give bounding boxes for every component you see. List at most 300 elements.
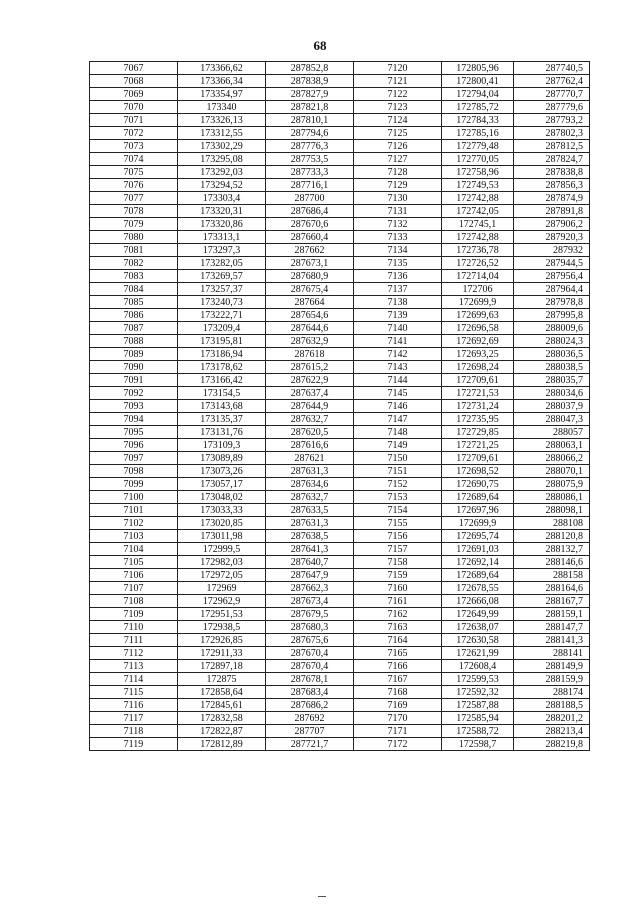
table-cell-x-coordinate: 172938,5 [178, 621, 266, 634]
table-cell-x-coordinate: 172699,63 [442, 309, 514, 322]
table-cell-y-coordinate: 287632,9 [266, 335, 354, 348]
table-cell-x-coordinate: 172758,96 [442, 166, 514, 179]
table-cell-point-number: 7111 [90, 634, 178, 647]
table-cell-point-number: 7109 [90, 608, 178, 621]
table-cell-point-number: 7073 [90, 140, 178, 153]
table-cell-x-coordinate: 172693,25 [442, 348, 514, 361]
table-cell-y-coordinate: 288164,6 [514, 582, 590, 595]
table-cell-point-number: 7149 [354, 439, 442, 452]
table-row [90, 543, 590, 556]
table-cell-point-number: 7108 [90, 595, 178, 608]
table-cell-y-coordinate: 287686,2 [266, 699, 354, 712]
table-cell-x-coordinate: 172742,05 [442, 205, 514, 218]
table-cell-y-coordinate: 287932 [514, 244, 590, 257]
table-cell-point-number: 7068 [90, 75, 178, 88]
table-cell-y-coordinate: 287662 [266, 244, 354, 257]
table-cell-y-coordinate: 287632,7 [266, 491, 354, 504]
table-cell-point-number: 7169 [354, 699, 442, 712]
table-cell-point-number: 7097 [90, 452, 178, 465]
table-cell-x-coordinate: 173195,81 [178, 335, 266, 348]
table-cell-y-coordinate: 288024,3 [514, 335, 590, 348]
table-cell-y-coordinate: 288158 [514, 569, 590, 582]
table-row [90, 166, 590, 179]
table-cell-y-coordinate: 287812,5 [514, 140, 590, 153]
table-cell-y-coordinate: 287686,4 [266, 205, 354, 218]
table-cell-y-coordinate: 287622,9 [266, 374, 354, 387]
table-cell-x-coordinate: 173313,1 [178, 231, 266, 244]
table-cell-x-coordinate: 173295,08 [178, 153, 266, 166]
table-cell-y-coordinate: 287721,7 [266, 738, 354, 751]
table-cell-point-number: 7107 [90, 582, 178, 595]
table-cell-point-number: 7151 [354, 465, 442, 478]
table-cell-x-coordinate: 172784,33 [442, 114, 514, 127]
table-cell-x-coordinate: 173186,94 [178, 348, 266, 361]
table-cell-point-number: 7078 [90, 205, 178, 218]
table-cell-point-number: 7152 [354, 478, 442, 491]
table-cell-point-number: 7170 [354, 712, 442, 725]
table-cell-point-number: 7156 [354, 530, 442, 543]
table-cell-point-number: 7143 [354, 361, 442, 374]
table-cell-y-coordinate: 288174 [514, 686, 590, 699]
table-cell-x-coordinate: 172969 [178, 582, 266, 595]
table-cell-x-coordinate: 172897,18 [178, 660, 266, 673]
table-row [90, 257, 590, 270]
table-row [90, 699, 590, 712]
table-cell-y-coordinate: 287633,5 [266, 504, 354, 517]
table-row [90, 569, 590, 582]
table-cell-y-coordinate: 287670,4 [266, 647, 354, 660]
table-row [90, 231, 590, 244]
table-cell-y-coordinate: 288036,5 [514, 348, 590, 361]
table-row [90, 608, 590, 621]
table-cell-x-coordinate: 172690,75 [442, 478, 514, 491]
table-cell-point-number: 7160 [354, 582, 442, 595]
table-cell-x-coordinate: 172911,33 [178, 647, 266, 660]
table-cell-y-coordinate: 287906,2 [514, 218, 590, 231]
table-cell-x-coordinate: 173209,4 [178, 322, 266, 335]
table-cell-y-coordinate: 287802,3 [514, 127, 590, 140]
table-cell-point-number: 7106 [90, 569, 178, 582]
table-cell-point-number: 7158 [354, 556, 442, 569]
table-cell-point-number: 7086 [90, 309, 178, 322]
table-cell-y-coordinate: 287620,5 [266, 426, 354, 439]
table-cell-y-coordinate: 288159,1 [514, 608, 590, 621]
table-cell-point-number: 7135 [354, 257, 442, 270]
table-cell-y-coordinate: 288009,6 [514, 322, 590, 335]
table-cell-x-coordinate: 172598,7 [442, 738, 514, 751]
table-cell-x-coordinate: 172638,07 [442, 621, 514, 634]
table-cell-point-number: 7116 [90, 699, 178, 712]
table-cell-x-coordinate: 172832,58 [178, 712, 266, 725]
table-cell-y-coordinate: 287978,8 [514, 296, 590, 309]
table-cell-point-number: 7083 [90, 270, 178, 283]
table-cell-x-coordinate: 172875 [178, 673, 266, 686]
table-cell-point-number: 7159 [354, 569, 442, 582]
table-row [90, 322, 590, 335]
table-cell-y-coordinate: 288213,4 [514, 725, 590, 738]
table-row [90, 634, 590, 647]
table-cell-x-coordinate: 173366,62 [178, 62, 266, 75]
table-row [90, 140, 590, 153]
table-row [90, 400, 590, 413]
table-cell-x-coordinate: 172585,94 [442, 712, 514, 725]
table-row [90, 153, 590, 166]
table-cell-y-coordinate: 288066,2 [514, 452, 590, 465]
table-cell-point-number: 7121 [354, 75, 442, 88]
table-row [90, 478, 590, 491]
table-cell-y-coordinate: 288035,7 [514, 374, 590, 387]
table-cell-x-coordinate: 172692,14 [442, 556, 514, 569]
table-cell-x-coordinate: 172695,74 [442, 530, 514, 543]
table-cell-point-number: 7162 [354, 608, 442, 621]
table-cell-y-coordinate: 287794,6 [266, 127, 354, 140]
table-cell-point-number: 7067 [90, 62, 178, 75]
table-cell-y-coordinate: 287641,3 [266, 543, 354, 556]
table-row [90, 179, 590, 192]
table-row [90, 296, 590, 309]
table-cell-y-coordinate: 288047,3 [514, 413, 590, 426]
table-cell-y-coordinate: 287631,3 [266, 465, 354, 478]
table-cell-y-coordinate: 287762,4 [514, 75, 590, 88]
table-cell-x-coordinate: 173109,3 [178, 439, 266, 452]
table-cell-point-number: 7167 [354, 673, 442, 686]
table-cell-point-number: 7144 [354, 374, 442, 387]
table-cell-x-coordinate: 172721,25 [442, 439, 514, 452]
table-cell-y-coordinate: 287678,1 [266, 673, 354, 686]
table-cell-y-coordinate: 287753,5 [266, 153, 354, 166]
table-cell-x-coordinate: 172749,53 [442, 179, 514, 192]
table-cell-point-number: 7084 [90, 283, 178, 296]
table-cell-y-coordinate: 287700 [266, 192, 354, 205]
table-cell-x-coordinate: 173269,57 [178, 270, 266, 283]
coordinates-table [89, 61, 590, 751]
table-row [90, 621, 590, 634]
table-cell-y-coordinate: 288108 [514, 517, 590, 530]
table-cell-y-coordinate: 287660,4 [266, 231, 354, 244]
table-cell-point-number: 7163 [354, 621, 442, 634]
table-cell-y-coordinate: 288037,9 [514, 400, 590, 413]
table-cell-point-number: 7088 [90, 335, 178, 348]
table-row [90, 556, 590, 569]
table-cell-x-coordinate: 172709,61 [442, 374, 514, 387]
table-row [90, 712, 590, 725]
table-cell-x-coordinate: 172587,88 [442, 699, 514, 712]
table-cell-y-coordinate: 288167,7 [514, 595, 590, 608]
table-cell-y-coordinate: 287827,9 [266, 88, 354, 101]
table-cell-x-coordinate: 173366,34 [178, 75, 266, 88]
table-cell-x-coordinate: 172721,53 [442, 387, 514, 400]
table-cell-x-coordinate: 172805,96 [442, 62, 514, 75]
table-cell-point-number: 7120 [354, 62, 442, 75]
table-row [90, 283, 590, 296]
table-cell-y-coordinate: 287616,6 [266, 439, 354, 452]
table-cell-point-number: 7150 [354, 452, 442, 465]
table-cell-x-coordinate: 172678,55 [442, 582, 514, 595]
table-row [90, 725, 590, 738]
table-cell-point-number: 7155 [354, 517, 442, 530]
table-cell-x-coordinate: 173326,13 [178, 114, 266, 127]
table-row [90, 101, 590, 114]
table-cell-y-coordinate: 287770,7 [514, 88, 590, 101]
table-cell-y-coordinate: 287891,8 [514, 205, 590, 218]
table-cell-x-coordinate: 173166,42 [178, 374, 266, 387]
table-cell-y-coordinate: 287631,3 [266, 517, 354, 530]
table-cell-x-coordinate: 173135,37 [178, 413, 266, 426]
table-cell-x-coordinate: 172696,58 [442, 322, 514, 335]
table-row [90, 192, 590, 205]
table-cell-y-coordinate: 287920,3 [514, 231, 590, 244]
table-cell-x-coordinate: 172785,16 [442, 127, 514, 140]
table-cell-point-number: 7079 [90, 218, 178, 231]
table-cell-point-number: 7148 [354, 426, 442, 439]
table-cell-x-coordinate: 172745,1 [442, 218, 514, 231]
table-cell-point-number: 7094 [90, 413, 178, 426]
table-cell-x-coordinate: 172770,05 [442, 153, 514, 166]
table-cell-y-coordinate: 287964,4 [514, 283, 590, 296]
table-cell-point-number: 7081 [90, 244, 178, 257]
table-row [90, 647, 590, 660]
table-cell-y-coordinate: 287838,9 [266, 75, 354, 88]
table-cell-point-number: 7113 [90, 660, 178, 673]
table-cell-point-number: 7139 [354, 309, 442, 322]
table-cell-y-coordinate: 287779,6 [514, 101, 590, 114]
table-cell-point-number: 7098 [90, 465, 178, 478]
table-cell-x-coordinate: 172951,53 [178, 608, 266, 621]
table-cell-x-coordinate: 173222,71 [178, 309, 266, 322]
table-cell-point-number: 7117 [90, 712, 178, 725]
table-cell-y-coordinate: 287634,6 [266, 478, 354, 491]
table-cell-point-number: 7080 [90, 231, 178, 244]
table-cell-point-number: 7110 [90, 621, 178, 634]
table-row [90, 738, 590, 751]
table-cell-y-coordinate: 288086,1 [514, 491, 590, 504]
table-cell-point-number: 7124 [354, 114, 442, 127]
table-cell-point-number: 7153 [354, 491, 442, 504]
table-row [90, 387, 590, 400]
table-cell-point-number: 7070 [90, 101, 178, 114]
table-cell-y-coordinate: 287670,4 [266, 660, 354, 673]
table-cell-x-coordinate: 173340 [178, 101, 266, 114]
table-cell-x-coordinate: 172845,61 [178, 699, 266, 712]
table-cell-y-coordinate: 287680,3 [266, 621, 354, 634]
table-cell-y-coordinate: 287733,3 [266, 166, 354, 179]
table-row [90, 62, 590, 75]
table-cell-x-coordinate: 172706 [442, 283, 514, 296]
table-cell-point-number: 7171 [354, 725, 442, 738]
table-cell-y-coordinate: 287644,9 [266, 400, 354, 413]
table-cell-x-coordinate: 172999,5 [178, 543, 266, 556]
table-cell-point-number: 7091 [90, 374, 178, 387]
table-cell-x-coordinate: 172812,89 [178, 738, 266, 751]
table-row [90, 361, 590, 374]
table-cell-point-number: 7103 [90, 530, 178, 543]
table-cell-x-coordinate: 173312,55 [178, 127, 266, 140]
table-cell-point-number: 7102 [90, 517, 178, 530]
table-cell-point-number: 7089 [90, 348, 178, 361]
table-cell-x-coordinate: 173178,62 [178, 361, 266, 374]
table-cell-y-coordinate: 287776,3 [266, 140, 354, 153]
table-cell-point-number: 7096 [90, 439, 178, 452]
table-cell-x-coordinate: 173089,89 [178, 452, 266, 465]
table-cell-point-number: 7090 [90, 361, 178, 374]
table-cell-point-number: 7095 [90, 426, 178, 439]
table-row [90, 348, 590, 361]
table-row [90, 88, 590, 101]
table-cell-point-number: 7147 [354, 413, 442, 426]
table-cell-point-number: 7114 [90, 673, 178, 686]
table-row [90, 270, 590, 283]
table-cell-point-number: 7076 [90, 179, 178, 192]
table-cell-point-number: 7126 [354, 140, 442, 153]
table-cell-y-coordinate: 288147,7 [514, 621, 590, 634]
table-cell-point-number: 7130 [354, 192, 442, 205]
table-cell-x-coordinate: 172630,58 [442, 634, 514, 647]
table-cell-x-coordinate: 172599,53 [442, 673, 514, 686]
table-cell-x-coordinate: 173303,4 [178, 192, 266, 205]
table-row [90, 309, 590, 322]
table-cell-y-coordinate: 288098,1 [514, 504, 590, 517]
table-cell-point-number: 7132 [354, 218, 442, 231]
table-cell-point-number: 7119 [90, 738, 178, 751]
table-cell-y-coordinate: 288141 [514, 647, 590, 660]
table-cell-point-number: 7138 [354, 296, 442, 309]
table-cell-y-coordinate: 287852,8 [266, 62, 354, 75]
table-cell-y-coordinate: 288063,1 [514, 439, 590, 452]
table-cell-point-number: 7136 [354, 270, 442, 283]
table-cell-x-coordinate: 172731,24 [442, 400, 514, 413]
table-cell-point-number: 7142 [354, 348, 442, 361]
table-row [90, 439, 590, 452]
table-cell-y-coordinate: 288120,8 [514, 530, 590, 543]
table-cell-y-coordinate: 288038,5 [514, 361, 590, 374]
table-cell-x-coordinate: 172926,85 [178, 634, 266, 647]
table-cell-point-number: 7165 [354, 647, 442, 660]
table-cell-y-coordinate: 287673,4 [266, 595, 354, 608]
table-cell-y-coordinate: 288141,3 [514, 634, 590, 647]
table-cell-y-coordinate: 287692 [266, 712, 354, 725]
table-cell-y-coordinate: 287679,5 [266, 608, 354, 621]
coordinates-table-body [90, 62, 590, 751]
table-row [90, 686, 590, 699]
table-row [90, 452, 590, 465]
table-cell-x-coordinate: 172779,48 [442, 140, 514, 153]
table-cell-point-number: 7123 [354, 101, 442, 114]
table-cell-x-coordinate: 173011,98 [178, 530, 266, 543]
table-cell-x-coordinate: 173257,37 [178, 283, 266, 296]
table-cell-x-coordinate: 173282,05 [178, 257, 266, 270]
table-cell-y-coordinate: 288219,8 [514, 738, 590, 751]
table-cell-x-coordinate: 172726,52 [442, 257, 514, 270]
table-cell-x-coordinate: 172689,64 [442, 569, 514, 582]
table-row [90, 491, 590, 504]
table-cell-x-coordinate: 172736,78 [442, 244, 514, 257]
table-cell-x-coordinate: 172699,9 [442, 517, 514, 530]
table-cell-point-number: 7133 [354, 231, 442, 244]
table-cell-y-coordinate: 287995,8 [514, 309, 590, 322]
table-cell-point-number: 7122 [354, 88, 442, 101]
table-cell-x-coordinate: 173320,86 [178, 218, 266, 231]
table-cell-y-coordinate: 287664 [266, 296, 354, 309]
table-cell-point-number: 7072 [90, 127, 178, 140]
table-cell-x-coordinate: 173292,03 [178, 166, 266, 179]
table-row [90, 465, 590, 478]
table-cell-x-coordinate: 173302,29 [178, 140, 266, 153]
table-cell-y-coordinate: 287793,2 [514, 114, 590, 127]
table-row [90, 530, 590, 543]
table-cell-y-coordinate: 287673,1 [266, 257, 354, 270]
table-cell-point-number: 7128 [354, 166, 442, 179]
table-cell-y-coordinate: 287640,7 [266, 556, 354, 569]
table-cell-x-coordinate: 172649,99 [442, 608, 514, 621]
table-cell-point-number: 7129 [354, 179, 442, 192]
table-cell-x-coordinate: 172800,41 [442, 75, 514, 88]
table-cell-y-coordinate: 288146,6 [514, 556, 590, 569]
table-cell-x-coordinate: 172822,87 [178, 725, 266, 738]
table-cell-x-coordinate: 173057,17 [178, 478, 266, 491]
table-cell-point-number: 7104 [90, 543, 178, 556]
table-cell-x-coordinate: 172621,99 [442, 647, 514, 660]
table-cell-y-coordinate: 288201,2 [514, 712, 590, 725]
table-cell-y-coordinate: 287824,7 [514, 153, 590, 166]
table-row [90, 114, 590, 127]
table-cell-point-number: 7157 [354, 543, 442, 556]
table-cell-y-coordinate: 287662,3 [266, 582, 354, 595]
table-cell-x-coordinate: 172962,9 [178, 595, 266, 608]
table-cell-x-coordinate: 173354,97 [178, 88, 266, 101]
table-cell-x-coordinate: 173320,31 [178, 205, 266, 218]
table-cell-x-coordinate: 172785,72 [442, 101, 514, 114]
table-cell-y-coordinate: 287838,8 [514, 166, 590, 179]
table-cell-point-number: 7140 [354, 322, 442, 335]
table-row [90, 244, 590, 257]
table-cell-x-coordinate: 172714,04 [442, 270, 514, 283]
table-cell-x-coordinate: 173073,26 [178, 465, 266, 478]
table-cell-x-coordinate: 172794,04 [442, 88, 514, 101]
table-row [90, 374, 590, 387]
table-cell-y-coordinate: 287707 [266, 725, 354, 738]
table-cell-point-number: 7118 [90, 725, 178, 738]
table-cell-y-coordinate: 287956,4 [514, 270, 590, 283]
table-cell-y-coordinate: 288034,6 [514, 387, 590, 400]
table-cell-x-coordinate: 172698,52 [442, 465, 514, 478]
table-cell-x-coordinate: 172698,24 [442, 361, 514, 374]
table-cell-x-coordinate: 172588,72 [442, 725, 514, 738]
table-cell-point-number: 7099 [90, 478, 178, 491]
table-cell-y-coordinate: 287821,8 [266, 101, 354, 114]
table-cell-y-coordinate: 287740,5 [514, 62, 590, 75]
table-cell-y-coordinate: 288132,7 [514, 543, 590, 556]
table-cell-point-number: 7172 [354, 738, 442, 751]
table-cell-point-number: 7115 [90, 686, 178, 699]
table-cell-point-number: 7164 [354, 634, 442, 647]
table-cell-x-coordinate: 172689,64 [442, 491, 514, 504]
table-cell-x-coordinate: 172858,64 [178, 686, 266, 699]
table-cell-y-coordinate: 287675,6 [266, 634, 354, 647]
table-cell-y-coordinate: 287618 [266, 348, 354, 361]
table-row [90, 582, 590, 595]
table-row [90, 673, 590, 686]
table-cell-y-coordinate: 288159,9 [514, 673, 590, 686]
table-row [90, 75, 590, 88]
page-number: 68 [313, 38, 327, 53]
table-cell-y-coordinate: 287615,2 [266, 361, 354, 374]
table-cell-y-coordinate: 287654,6 [266, 309, 354, 322]
table-cell-y-coordinate: 287716,1 [266, 179, 354, 192]
table-cell-x-coordinate: 172592,32 [442, 686, 514, 699]
table-cell-point-number: 7166 [354, 660, 442, 673]
page-footer-mark [318, 896, 326, 897]
table-row [90, 205, 590, 218]
